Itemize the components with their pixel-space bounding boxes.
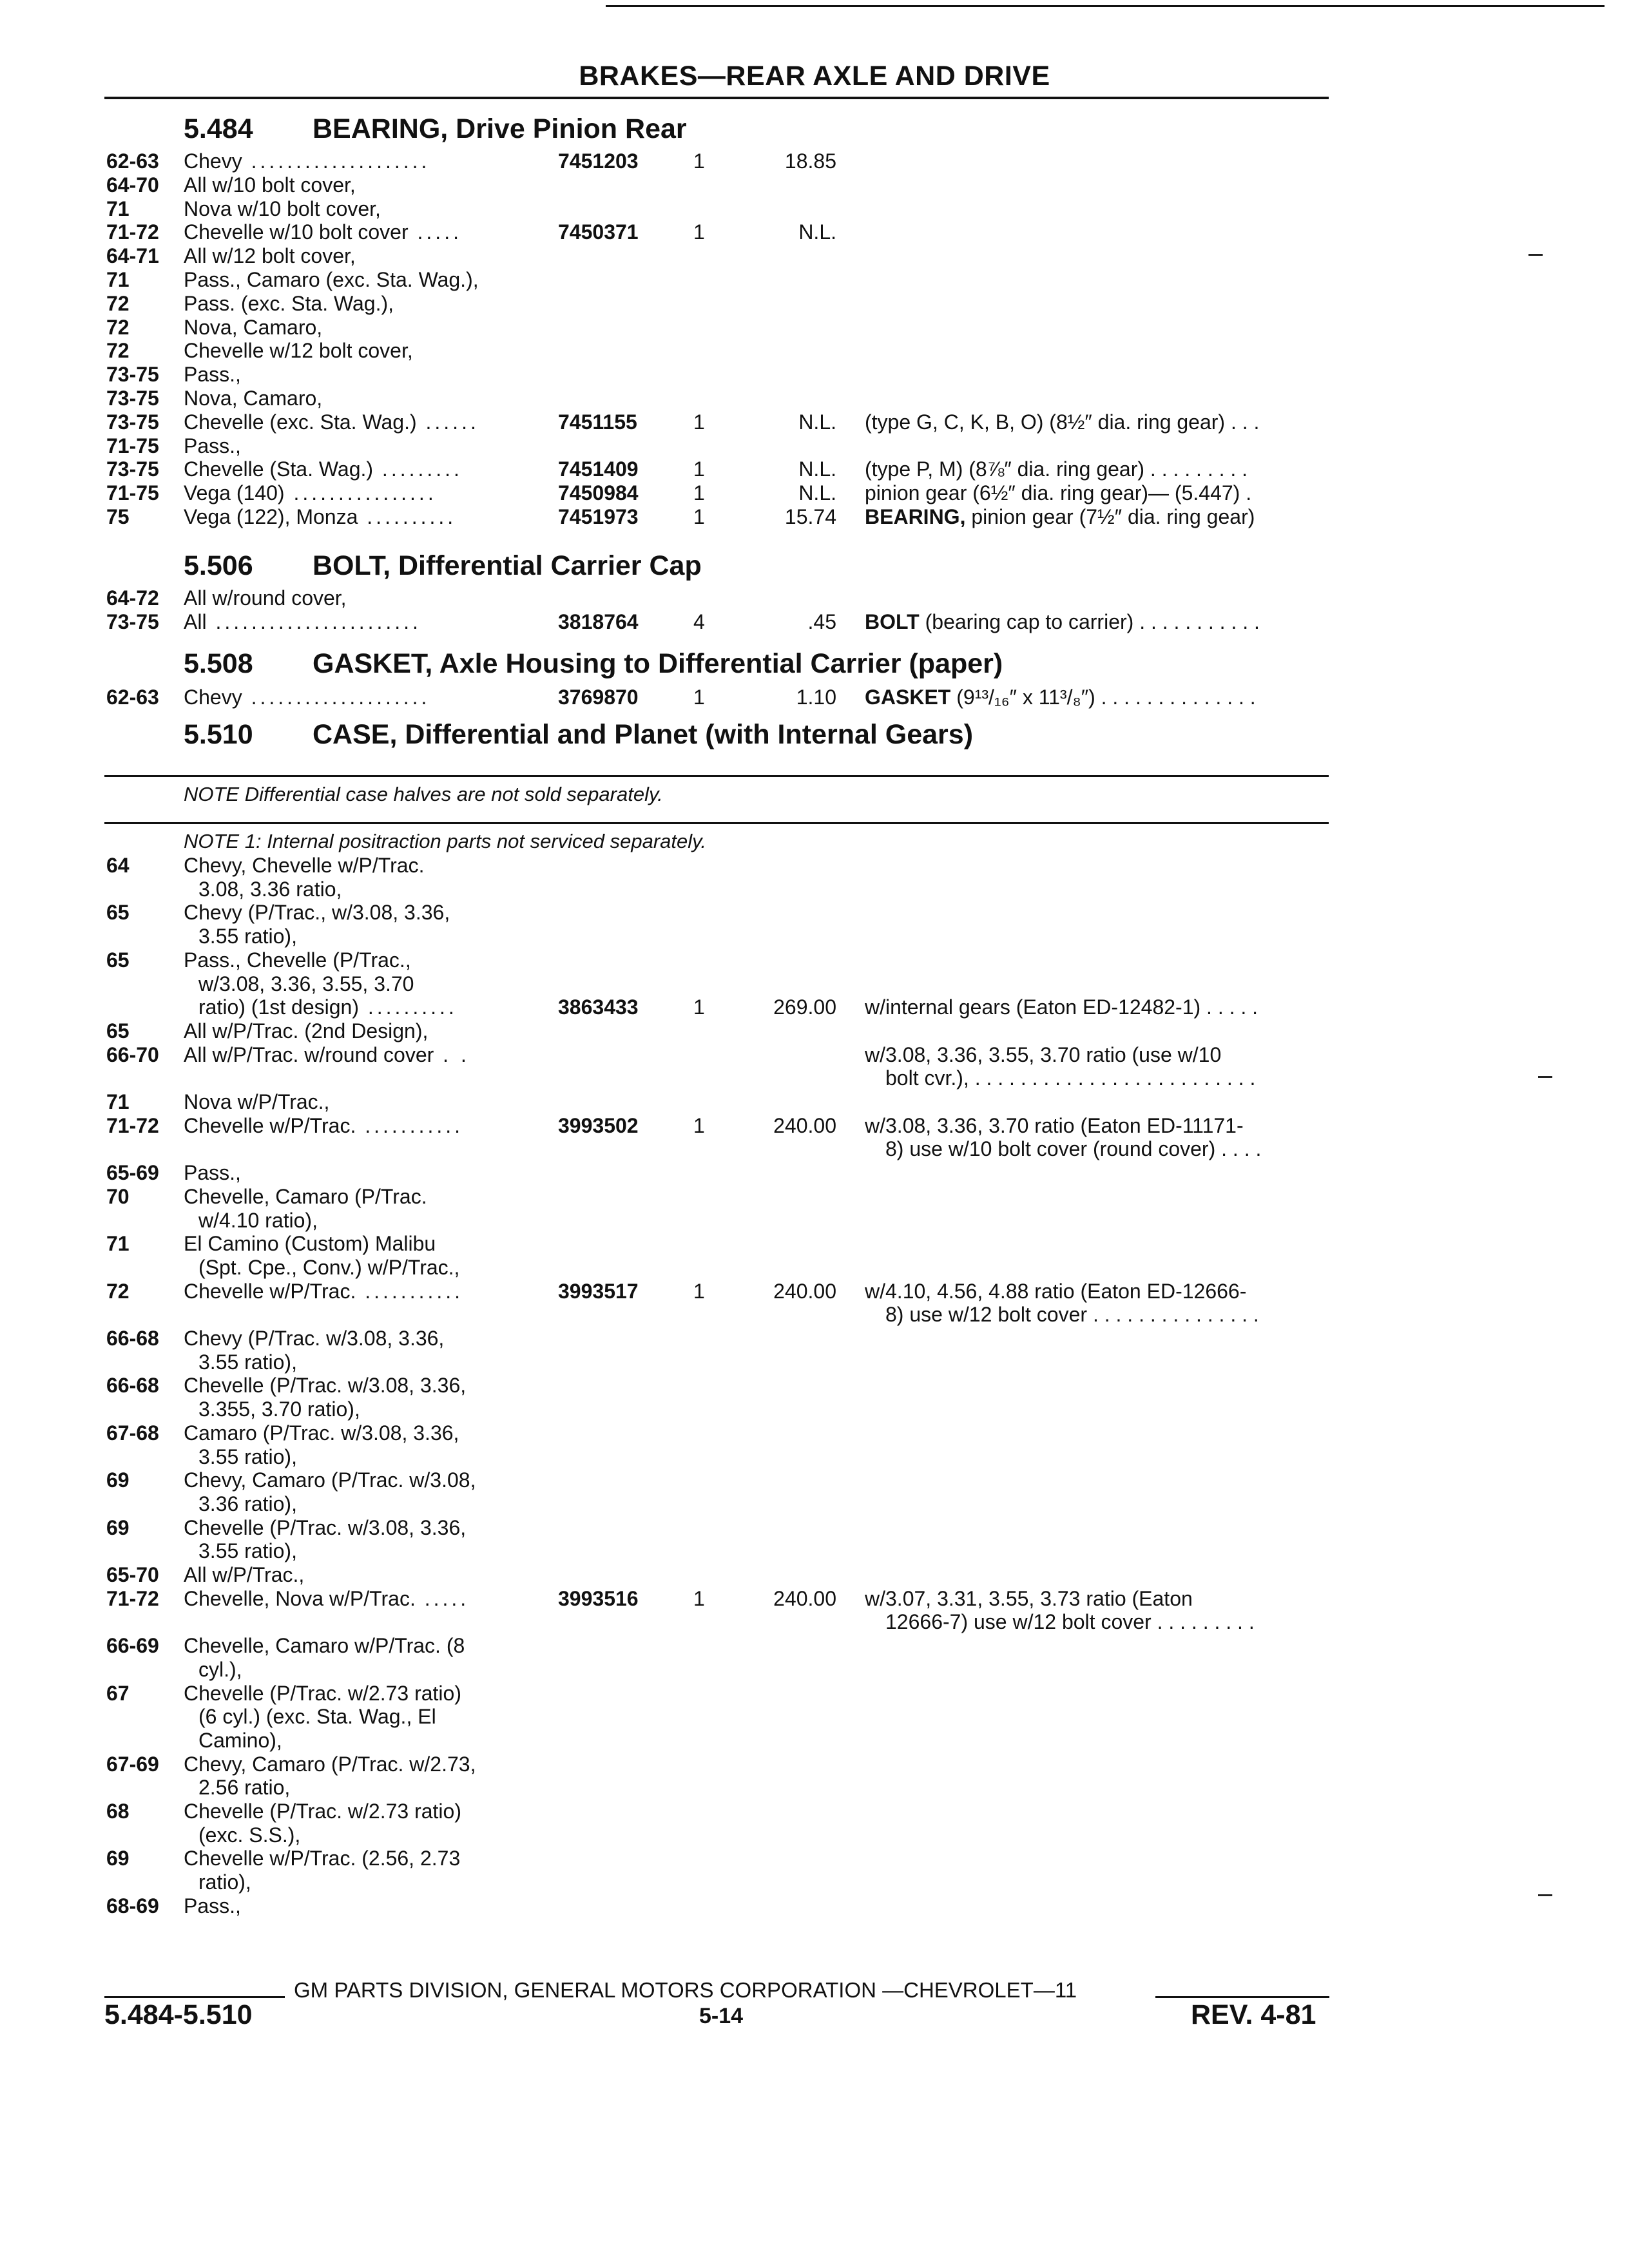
year-cell: 71 (106, 1232, 130, 1256)
model-cell: 3.36 ratio), (198, 1492, 297, 1515)
parts-row (0, 1398, 1629, 1422)
model-cell (184, 1114, 463, 1138)
parts-row (0, 901, 1629, 925)
parts-row (0, 610, 1629, 635)
leader-dots: ......... (373, 457, 463, 481)
parts-row (0, 586, 1629, 611)
model-cell (184, 1587, 469, 1611)
quantity-cell: 1 (693, 481, 705, 505)
part-number-cell: 3993516 (558, 1586, 639, 1610)
leader-dots: ........... (356, 1279, 464, 1303)
year-cell: 67-69 (106, 1752, 159, 1776)
parts-row (0, 1847, 1629, 1871)
quantity-cell: 1 (693, 1586, 705, 1610)
part-number-cell: 3818764 (558, 610, 639, 633)
description-keyword: BOLT (865, 610, 920, 633)
year-cell: 67-68 (106, 1421, 159, 1445)
year-cell: 71 (106, 197, 130, 220)
parts-row (0, 1303, 1629, 1327)
model-cell: Pass., Camaro (exc. Sta. Wag.), (184, 268, 479, 291)
parts-row (0, 1019, 1629, 1044)
description-cell (865, 1280, 1246, 1303)
model-cell: Chevelle w/12 bolt cover, (184, 339, 413, 363)
model-text: Chevy (184, 686, 242, 709)
parts-row (0, 1539, 1629, 1564)
year-cell: 71-75 (106, 481, 159, 505)
quantity-cell: 1 (693, 686, 705, 709)
description-text: (bearing cap to carrier) . . . . . . . . . . . (919, 610, 1260, 633)
description-cell (865, 1043, 1221, 1067)
part-number-cell: 3863433 (558, 995, 639, 1019)
model-text: Chevelle w/P/Trac. (184, 1113, 356, 1137)
description-cell (865, 995, 1258, 1019)
year-cell: 71 (106, 1090, 130, 1113)
parts-row (0, 1492, 1629, 1517)
part-number-cell: 7450371 (558, 220, 639, 244)
model-cell: Pass., (184, 363, 241, 387)
parts-row (0, 1753, 1629, 1777)
model-cell: (Spt. Cpe., Conv.) w/P/Trac., (198, 1255, 460, 1279)
section-number: 5.508 (184, 648, 253, 679)
section-number: 5.484 (184, 113, 253, 144)
year-cell: 71-75 (106, 434, 159, 457)
description-cell (865, 686, 1256, 709)
quantity-cell: 1 (693, 410, 705, 434)
model-cell: Chevy, Camaro (P/Trac. w/3.08, (184, 1468, 476, 1492)
leader-dots: ..... (415, 1586, 470, 1610)
parts-row (0, 457, 1629, 482)
description-text: w/4.10, 4.56, 4.88 ratio (Eaton ED-12666- (865, 1279, 1247, 1303)
price-cell: 240.00 (773, 1279, 836, 1303)
section-title: GASKET, Axle Housing to Differential Carrier (paper) (313, 648, 1003, 679)
price-cell: N.L. (798, 410, 836, 434)
model-cell (184, 149, 430, 173)
model-cell (184, 1280, 463, 1303)
model-cell: Camino), (198, 1728, 282, 1752)
year-cell: 71-72 (106, 1113, 159, 1137)
parts-row (0, 686, 1629, 710)
model-cell: Pass., (184, 434, 241, 457)
price-cell: 240.00 (773, 1586, 836, 1610)
parts-row (0, 1610, 1629, 1635)
description-cell (865, 1066, 1255, 1090)
price-cell: N.L. (798, 457, 836, 481)
leader-dots: .................... (242, 149, 430, 173)
year-cell: 69 (106, 1468, 130, 1492)
model-text: ratio) (1st design) (198, 995, 359, 1019)
year-cell: 65 (106, 901, 130, 925)
header-rule (104, 97, 1329, 99)
parts-row (0, 1516, 1629, 1541)
parts-row (0, 339, 1629, 363)
year-cell: 68-69 (106, 1894, 159, 1917)
parts-row (0, 1421, 1629, 1446)
model-cell: Chevy (P/Trac., w/3.08, 3.36, (184, 901, 450, 925)
parts-row (0, 1280, 1629, 1304)
parts-row (0, 878, 1629, 902)
quantity-cell: 1 (693, 457, 705, 481)
model-cell: 3.55 ratio), (198, 1350, 297, 1374)
description-text: w/3.07, 3.31, 3.55, 3.73 ratio (Eaton (865, 1586, 1193, 1610)
description-cell (865, 410, 1259, 434)
parts-row (0, 1729, 1629, 1753)
part-number-cell: 7451203 (558, 149, 639, 173)
description-text: (type G, C, K, B, O) (8½″ dia. ring gear) . . . (865, 410, 1260, 434)
model-cell: Nova, Camaro, (184, 315, 323, 339)
model-cell (184, 481, 437, 505)
margin-mark (1538, 1894, 1552, 1896)
price-cell: 18.85 (784, 149, 836, 173)
model-cell: Nova, Camaro, (184, 387, 323, 410)
leader-dots: .................... (242, 686, 430, 709)
parts-row (0, 1445, 1629, 1470)
parts-row (0, 1185, 1629, 1209)
price-cell: 1.10 (796, 686, 836, 709)
parts-row (0, 1800, 1629, 1824)
description-cell (865, 1303, 1259, 1327)
parts-row (0, 410, 1629, 435)
section-title: BEARING, Drive Pinion Rear (313, 113, 687, 144)
year-cell: 71-72 (106, 1586, 159, 1610)
model-cell: 3.55 ratio), (198, 925, 297, 948)
model-text: Vega (140) (184, 481, 285, 505)
model-text: Chevelle w/P/Trac. (184, 1279, 356, 1303)
parts-row (0, 1350, 1629, 1375)
model-cell (184, 457, 463, 481)
parts-row (0, 1256, 1629, 1280)
year-cell: 65-70 (106, 1563, 159, 1586)
model-cell: cyl.), (198, 1657, 242, 1681)
model-text: Vega (122), Monza (184, 505, 358, 528)
leader-dots: ..... (408, 220, 462, 244)
description-text: 8) use w/12 bolt cover . . . . . . . . . . . . . . . (865, 1303, 1259, 1327)
part-number-cell: 3993502 (558, 1113, 639, 1137)
parts-row (0, 1161, 1629, 1186)
description-cell (865, 1610, 1255, 1634)
section-range: 5.484-5.510 (104, 1999, 253, 2030)
description-text: w/internal gears (Eaton ED-12482-1) . . . . . (865, 995, 1258, 1019)
model-cell: Chevy, Chevelle w/P/Trac. (184, 854, 425, 877)
model-cell: Chevelle w/P/Trac. (2.56, 2.73 (184, 1847, 461, 1870)
model-cell: All w/P/Trac. (2nd Design), (184, 1019, 429, 1043)
part-number-cell: 3769870 (558, 686, 639, 709)
year-cell: 73-75 (106, 610, 159, 633)
model-cell (184, 1043, 470, 1067)
parts-row (0, 1066, 1629, 1091)
model-cell: Pass., Chevelle (P/Trac., (184, 948, 411, 972)
year-cell: 64-72 (106, 586, 159, 610)
model-cell: (exc. S.S.), (198, 1823, 301, 1847)
section-number: 5.510 (184, 719, 253, 750)
model-text: Chevy (184, 149, 242, 173)
model-text: All w/P/Trac. w/round cover (184, 1043, 434, 1066)
price-cell: 269.00 (773, 995, 836, 1019)
model-text: Chevelle (Sta. Wag.) (184, 457, 374, 481)
note-case-halves: NOTE Differential case halves are not sold separately. (184, 783, 663, 805)
parts-row (0, 316, 1629, 340)
quantity-cell: 1 (693, 149, 705, 173)
year-cell: 65-69 (106, 1161, 159, 1185)
parts-row (0, 1114, 1629, 1139)
description-text: 8) use w/10 bolt cover (round cover) . . . . (865, 1137, 1262, 1161)
model-cell: All w/10 bolt cover, (184, 173, 356, 197)
parts-row (0, 197, 1629, 222)
parts-row (0, 1563, 1629, 1588)
price-cell: N.L. (798, 481, 836, 505)
description-cell (865, 1114, 1244, 1138)
parts-row (0, 972, 1629, 997)
description-text: pinion gear (7½″ dia. ring gear) (965, 505, 1255, 528)
parts-row (0, 1043, 1629, 1068)
revision-label: REV. 4-81 (1191, 1999, 1316, 2030)
model-cell: Pass., (184, 1161, 241, 1185)
model-text: All (184, 610, 207, 633)
quantity-cell: 1 (693, 220, 705, 244)
parts-row (0, 948, 1629, 973)
parts-row (0, 363, 1629, 387)
year-cell: 71 (106, 268, 130, 291)
parts-row (0, 244, 1629, 269)
section-number: 5.506 (184, 550, 253, 581)
model-cell: 2.56 ratio, (198, 1776, 291, 1800)
year-cell: 66-69 (106, 1634, 159, 1658)
parts-row (0, 1587, 1629, 1611)
footer-rule-left (104, 1996, 285, 1998)
price-cell: N.L. (798, 220, 836, 244)
parts-row (0, 173, 1629, 198)
page-number: 5-14 (699, 2004, 744, 2028)
parts-row (0, 854, 1629, 878)
parts-row (0, 1870, 1629, 1895)
description-text: (9¹³/₁₆″ x 11³/₈″) . . . . . . . . . . . . . . (950, 686, 1256, 709)
parts-row (0, 1232, 1629, 1256)
year-cell: 73-75 (106, 387, 159, 410)
year-cell: 72 (106, 1279, 130, 1303)
description-keyword: GASKET (865, 686, 951, 709)
leader-dots: ...... (416, 410, 479, 434)
model-text: Chevelle (exc. Sta. Wag.) (184, 410, 417, 434)
top-rule (606, 5, 1605, 7)
year-cell: 68 (106, 1800, 130, 1823)
part-number-cell: 7451973 (558, 505, 639, 528)
parts-row (0, 1209, 1629, 1233)
parts-row (0, 292, 1629, 316)
margin-mark (1538, 1076, 1552, 1078)
year-cell: 65 (106, 948, 130, 972)
model-cell: Chevelle, Camaro (P/Trac. (184, 1184, 427, 1208)
model-cell: All w/round cover, (184, 586, 347, 610)
price-cell: 240.00 (773, 1113, 836, 1137)
model-cell: w/3.08, 3.36, 3.55, 3.70 (198, 972, 414, 995)
parts-row (0, 1823, 1629, 1848)
parts-row (0, 995, 1629, 1020)
parts-row (0, 387, 1629, 411)
parts-row (0, 1634, 1629, 1658)
description-text: pinion gear (6½″ dia. ring gear)— (5.447) . (865, 481, 1252, 505)
year-cell: 72 (106, 315, 130, 339)
model-cell: All w/12 bolt cover, (184, 244, 356, 268)
model-cell: Nova w/10 bolt cover, (184, 197, 381, 220)
description-text: 12666-7) use w/12 bolt cover . . . . . . . . . (865, 1610, 1255, 1634)
description-cell (865, 1137, 1261, 1161)
model-cell: Chevy (P/Trac. w/3.08, 3.36, (184, 1327, 445, 1350)
model-cell: Chevy, Camaro (P/Trac. w/2.73, (184, 1752, 476, 1776)
note-rule-bottom (104, 822, 1329, 824)
description-cell (865, 481, 1251, 505)
year-cell: 62-63 (106, 686, 159, 709)
leader-dots: ................ (284, 481, 437, 505)
model-cell: ratio), (198, 1870, 251, 1894)
leader-dots: ....................... (206, 610, 421, 633)
model-cell: El Camino (Custom) Malibu (184, 1232, 436, 1256)
parts-row (0, 1468, 1629, 1493)
model-cell (184, 410, 479, 434)
parts-row (0, 1894, 1629, 1919)
model-cell: Chevelle, Camaro w/P/Trac. (8 (184, 1634, 465, 1658)
model-cell: 3.08, 3.36 ratio, (198, 877, 342, 901)
model-cell (184, 686, 430, 709)
part-number-cell: 7451409 (558, 457, 639, 481)
model-cell (184, 220, 462, 244)
parts-row (0, 1374, 1629, 1398)
parts-row (0, 1658, 1629, 1682)
year-cell: 69 (106, 1847, 130, 1870)
year-cell: 73-75 (106, 457, 159, 481)
year-cell: 66-68 (106, 1374, 159, 1398)
description-text: w/3.08, 3.36, 3.70 ratio (Eaton ED-11171- (865, 1113, 1244, 1137)
model-text: Chevelle, Nova w/P/Trac. (184, 1586, 416, 1610)
parts-row (0, 1705, 1629, 1729)
parts-row (0, 149, 1629, 174)
model-cell: Chevelle (P/Trac. w/3.08, 3.36, (184, 1374, 467, 1398)
price-cell: 15.74 (784, 505, 836, 528)
model-cell: Chevelle (P/Trac. w/3.08, 3.36, (184, 1515, 467, 1539)
year-cell: 70 (106, 1184, 130, 1208)
leader-dots: .......... (358, 505, 457, 528)
quantity-cell: 1 (693, 505, 705, 528)
year-cell: 65 (106, 1019, 130, 1043)
parts-row (0, 1137, 1629, 1162)
model-cell: Chevelle (P/Trac. w/2.73 ratio) (184, 1800, 461, 1823)
description-cell (865, 505, 1255, 529)
footer-rule-right (1155, 1996, 1329, 1998)
quantity-cell: 1 (693, 1113, 705, 1137)
year-cell: 73-75 (106, 363, 159, 387)
price-cell: .45 (807, 610, 836, 633)
note-positraction: NOTE 1: Internal positraction parts not serviced separately. (184, 830, 706, 852)
year-cell: 64-71 (106, 244, 159, 268)
year-cell: 66-68 (106, 1327, 159, 1350)
quantity-cell: 1 (693, 1279, 705, 1303)
part-number-cell: 7450984 (558, 481, 639, 505)
model-cell: Pass., (184, 1894, 241, 1917)
year-cell: 72 (106, 291, 130, 315)
year-cell: 64-70 (106, 173, 159, 197)
model-cell (198, 995, 458, 1019)
model-cell: 3.355, 3.70 ratio), (198, 1398, 360, 1421)
year-cell: 67 (106, 1681, 130, 1705)
model-cell: Chevelle (P/Trac. w/2.73 ratio) (184, 1681, 461, 1705)
model-cell: Pass. (exc. Sta. Wag.), (184, 291, 394, 315)
year-cell: 66-70 (106, 1043, 159, 1066)
parts-row (0, 925, 1629, 949)
model-text: Chevelle w/10 bolt cover (184, 220, 409, 244)
publisher-line: GM PARTS DIVISION, GENERAL MOTORS CORPORATION —CHEVROLET—11 (294, 1978, 1077, 2002)
model-cell (184, 505, 456, 529)
description-text: bolt cvr.), . . . . . . . . . . . . . . . . . . . . . . . . . (865, 1066, 1256, 1090)
section-title: CASE, Differential and Planet (with Internal Gears) (313, 719, 974, 750)
year-cell: 62-63 (106, 149, 159, 173)
description-text: w/3.08, 3.36, 3.55, 3.70 ratio (use w/10 (865, 1043, 1222, 1066)
model-cell: (6 cyl.) (exc. Sta. Wag., El (198, 1705, 436, 1729)
year-cell: 69 (106, 1515, 130, 1539)
leader-dots: .......... (358, 995, 458, 1019)
description-cell (865, 457, 1248, 481)
year-cell: 75 (106, 505, 130, 528)
parts-row (0, 268, 1629, 293)
page-title: BRAKES—REAR AXLE AND DRIVE (579, 61, 1050, 91)
parts-row (0, 481, 1629, 506)
description-text: (type P, M) (8⅞″ dia. ring gear) . . . . . . . . . (865, 457, 1248, 481)
parts-row (0, 505, 1629, 530)
year-cell: 64 (106, 854, 130, 877)
margin-mark (1528, 254, 1543, 256)
model-cell: 3.55 ratio), (198, 1445, 297, 1468)
model-cell: Camaro (P/Trac. w/3.08, 3.36, (184, 1421, 459, 1445)
model-cell (184, 610, 421, 634)
model-cell: Nova w/P/Trac., (184, 1090, 330, 1113)
parts-row (0, 1090, 1629, 1115)
part-number-cell: 3993517 (558, 1279, 639, 1303)
section-title: BOLT, Differential Carrier Cap (313, 550, 702, 581)
leader-dots: ........... (356, 1113, 464, 1137)
part-number-cell: 7451155 (558, 410, 637, 434)
model-cell: w/4.10 ratio), (198, 1208, 318, 1232)
parts-row (0, 1682, 1629, 1706)
parts-row (0, 1776, 1629, 1800)
note-rule-top (104, 775, 1329, 777)
leader-dots: . . (434, 1043, 470, 1066)
parts-row (0, 220, 1629, 245)
parts-row (0, 434, 1629, 459)
description-cell (865, 610, 1260, 634)
description-cell (865, 1587, 1193, 1611)
model-cell: All w/P/Trac., (184, 1563, 305, 1586)
quantity-cell: 4 (693, 610, 705, 633)
description-keyword: BEARING, (865, 505, 966, 528)
parts-row (0, 1327, 1629, 1351)
year-cell: 73-75 (106, 410, 159, 434)
year-cell: 71-72 (106, 220, 159, 244)
model-cell: 3.55 ratio), (198, 1539, 297, 1563)
quantity-cell: 1 (693, 995, 705, 1019)
year-cell: 72 (106, 339, 130, 363)
